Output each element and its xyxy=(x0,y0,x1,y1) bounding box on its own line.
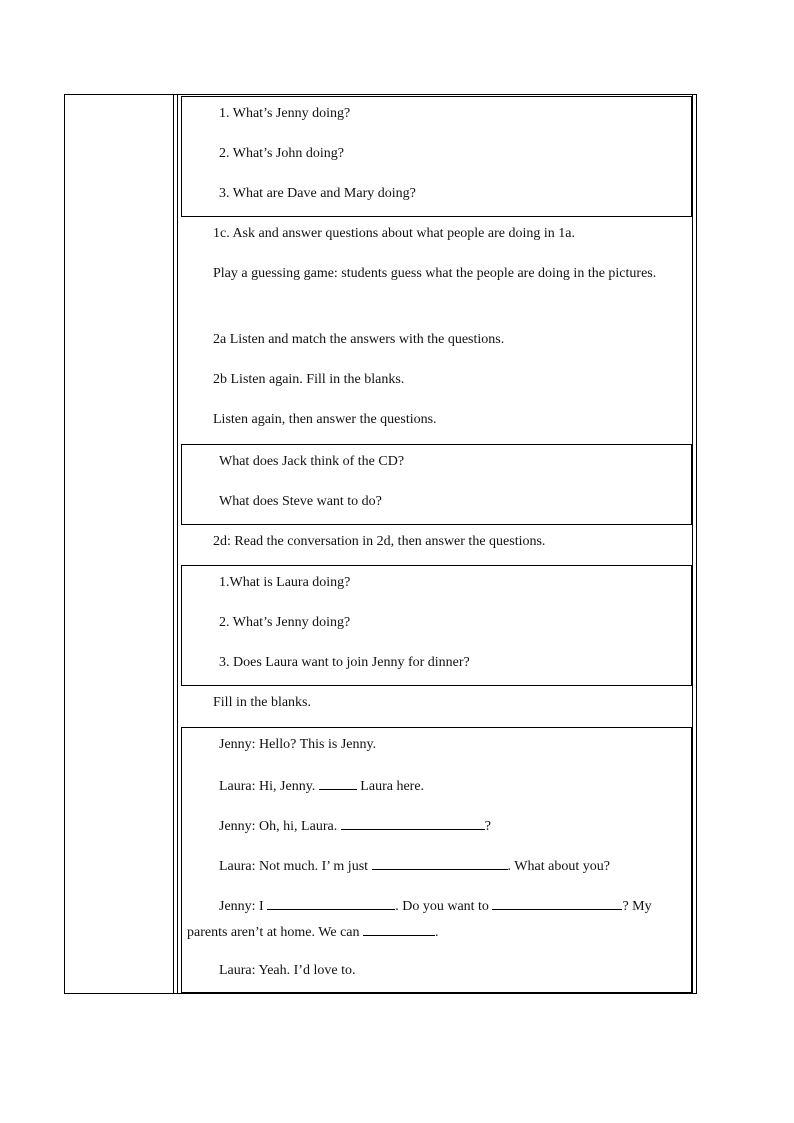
dialogue-line-5: Jenny: I . Do you want to ? My xyxy=(219,896,652,916)
guessing-game-text: Play a guessing game: students guess what the people are doing in the pictures. xyxy=(213,266,657,281)
dialogue-line-2: Laura: Hi, Jenny. Laura here. xyxy=(219,776,424,796)
lesson-table xyxy=(64,94,697,994)
dialogue-line-1: Jenny: Hello? This is Jenny. xyxy=(219,737,377,752)
question-1: 1. What’s Jenny doing? xyxy=(219,106,351,121)
exercise-2b: 2b Listen again. Fill in the blanks. xyxy=(213,372,405,387)
blank-3[interactable] xyxy=(372,856,508,870)
blank-5[interactable] xyxy=(492,896,622,910)
blank-6[interactable] xyxy=(363,922,435,936)
blank-2[interactable] xyxy=(341,816,485,830)
question-2: 2. What’s John doing? xyxy=(219,146,344,161)
left-column xyxy=(65,95,174,993)
blank-1[interactable] xyxy=(319,776,357,790)
question-jenny: 2. What’s Jenny doing? xyxy=(219,615,351,630)
question-3: 3. What are Dave and Mary doing? xyxy=(219,186,416,201)
exercise-1c: 1c. Ask and answer questions about what people are doing in 1a. xyxy=(213,226,575,241)
exercise-2a: 2a Listen and match the answers with the questions. xyxy=(213,332,505,347)
dialogue-line-6: parents aren’t at home. We can . xyxy=(187,922,439,942)
questions-box-3 xyxy=(181,565,692,686)
blank-4[interactable] xyxy=(267,896,395,910)
question-dinner: 3. Does Laura want to join Jenny for dinner? xyxy=(219,655,470,670)
dialogue-line-3: Jenny: Oh, hi, Laura. ? xyxy=(219,816,491,836)
question-steve: What does Steve want to do? xyxy=(219,494,382,509)
dialogue-line-7: Laura: Yeah. I’d love to. xyxy=(219,963,356,978)
right-column xyxy=(177,95,693,993)
fill-in-blanks-heading: Fill in the blanks. xyxy=(213,695,311,710)
exercise-2d: 2d: Read the conversation in 2d, then answer the questions. xyxy=(213,534,546,549)
questions-box-2 xyxy=(181,444,692,525)
question-jack: What does Jack think of the CD? xyxy=(219,454,405,469)
listen-again-text: Listen again, then answer the questions. xyxy=(213,412,437,427)
question-laura: 1.What is Laura doing? xyxy=(219,575,351,590)
dialogue-line-4: Laura: Not much. I’ m just . What about you? xyxy=(219,856,610,876)
questions-box-1 xyxy=(181,96,692,217)
dialogue-box xyxy=(181,727,692,993)
